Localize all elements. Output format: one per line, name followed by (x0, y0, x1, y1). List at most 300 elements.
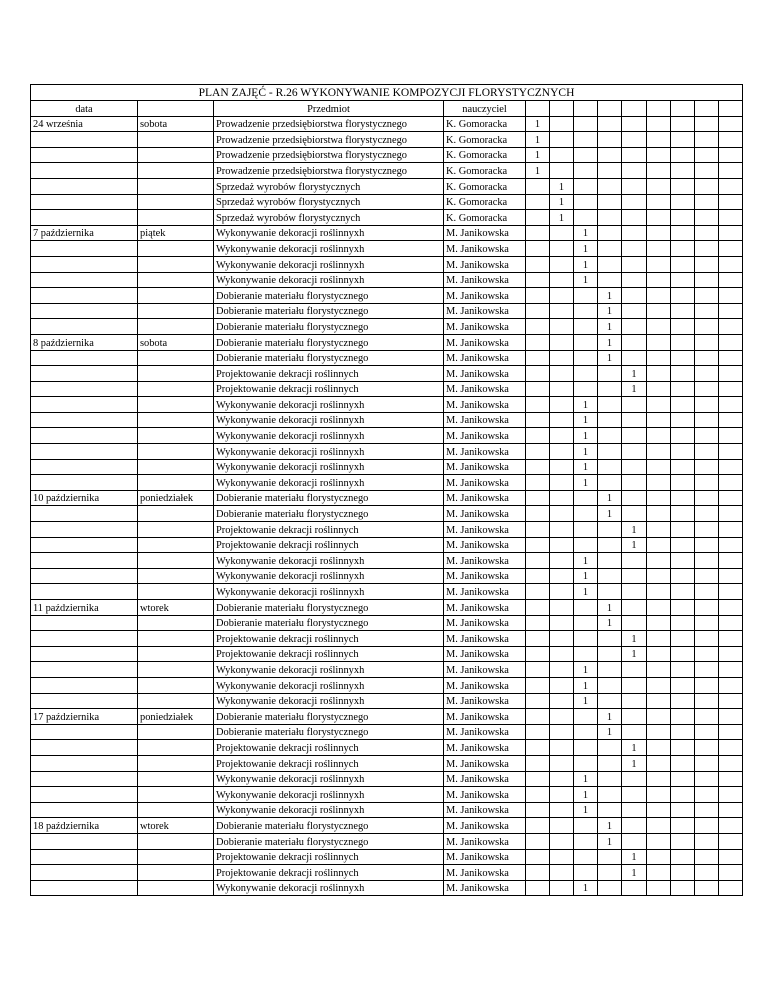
subject-cell: Projektowanie dekracji roślinnych (214, 865, 444, 881)
hours-cell (622, 178, 647, 194)
hours-cell (647, 288, 671, 304)
subject-cell: Prowadzenie przedsiębiorstwa florystycznego (214, 163, 444, 179)
hours-cell (550, 459, 574, 475)
hours-cell (622, 475, 647, 491)
hours-cell (647, 568, 671, 584)
hours-cell (719, 397, 743, 413)
hours-cell (671, 350, 695, 366)
table-row (31, 740, 743, 756)
hours-cell (598, 194, 622, 210)
hours-cell (647, 444, 671, 460)
hours-cell: 1 (550, 178, 574, 194)
teacher-cell: M. Janikowska (444, 755, 526, 771)
subject-cell: Projektowanie dekracji roślinnych (214, 646, 444, 662)
hours-cell (671, 600, 695, 616)
hours-cell (574, 724, 598, 740)
hours-cell (622, 444, 647, 460)
hours-cell (598, 256, 622, 272)
hours-cell (647, 490, 671, 506)
hours-cell (647, 163, 671, 179)
hours-cell (574, 490, 598, 506)
day-cell (138, 272, 214, 288)
hours-cell: 1 (598, 334, 622, 350)
hours-cell (598, 787, 622, 803)
day-cell: poniedziałek (138, 490, 214, 506)
table-row (31, 709, 743, 725)
hours-cell (647, 225, 671, 241)
day-cell: poniedziałek (138, 709, 214, 725)
table-row (31, 490, 743, 506)
hours-cell (719, 225, 743, 241)
subject-cell: Wykonywanie dekoracji roślinnyxh (214, 256, 444, 272)
hours-cell (671, 366, 695, 382)
hours-cell (526, 865, 550, 881)
hours-cell (719, 677, 743, 693)
table-row (31, 880, 743, 896)
teacher-cell: M. Janikowska (444, 428, 526, 444)
teacher-cell: M. Janikowska (444, 615, 526, 631)
table-row (31, 677, 743, 693)
teacher-cell: M. Janikowska (444, 256, 526, 272)
hours-cell (574, 631, 598, 647)
hours-cell (719, 303, 743, 319)
date-cell: 10 października (31, 490, 138, 506)
hours-cell (671, 880, 695, 896)
hours-cell (526, 475, 550, 491)
table-row (31, 412, 743, 428)
hours-cell (526, 288, 550, 304)
hours-cell (719, 693, 743, 709)
hours-cell (574, 194, 598, 210)
hours-cell (671, 288, 695, 304)
hours-cell (695, 350, 719, 366)
date-cell (31, 724, 138, 740)
hours-cell (550, 724, 574, 740)
table-row (31, 537, 743, 553)
subject-cell: Wykonywanie dekoracji roślinnyxh (214, 568, 444, 584)
hours-cell (526, 662, 550, 678)
hours-cell (695, 319, 719, 335)
hours-cell (695, 475, 719, 491)
hours-cell (671, 537, 695, 553)
hours-cell (598, 147, 622, 163)
hours-cell (550, 303, 574, 319)
subject-cell: Prowadzenie przedsiębiorstwa florystycznego (214, 147, 444, 163)
teacher-cell: M. Janikowska (444, 225, 526, 241)
hours-cell: 1 (622, 865, 647, 881)
day-cell (138, 428, 214, 444)
hours-cell (647, 787, 671, 803)
day-cell (138, 366, 214, 382)
hours-cell (526, 428, 550, 444)
hours-cell (671, 303, 695, 319)
date-cell (31, 506, 138, 522)
day-cell (138, 537, 214, 553)
hours-cell (671, 147, 695, 163)
date-cell (31, 880, 138, 896)
subject-cell: Wykonywanie dekoracji roślinnyxh (214, 787, 444, 803)
hours-cell (550, 646, 574, 662)
hours-cell (671, 553, 695, 569)
day-cell (138, 303, 214, 319)
hours-cell (695, 303, 719, 319)
hours-cell (647, 522, 671, 538)
hours-cell: 1 (574, 553, 598, 569)
hours-cell (622, 256, 647, 272)
hours-cell (647, 178, 671, 194)
hours-cell: 1 (598, 303, 622, 319)
hours-cell (719, 381, 743, 397)
subject-cell: Wykonywanie dekoracji roślinnyxh (214, 241, 444, 257)
hours-cell (647, 506, 671, 522)
hours-cell (719, 755, 743, 771)
hours-cell (622, 210, 647, 226)
hours-cell (719, 740, 743, 756)
day-cell (138, 194, 214, 210)
teacher-cell: M. Janikowska (444, 553, 526, 569)
hours-cell (719, 475, 743, 491)
date-cell (31, 210, 138, 226)
hours-cell (671, 755, 695, 771)
hours-cell (695, 444, 719, 460)
schedule-table (30, 84, 743, 896)
hours-cell (695, 210, 719, 226)
teacher-cell: M. Janikowska (444, 334, 526, 350)
day-cell (138, 849, 214, 865)
hours-cell (550, 818, 574, 834)
hours-cell (695, 288, 719, 304)
hours-cell: 1 (574, 802, 598, 818)
hours-cell: 1 (550, 194, 574, 210)
table-row (31, 615, 743, 631)
teacher-cell: K. Gomoracka (444, 147, 526, 163)
day-cell (138, 506, 214, 522)
subject-cell: Projektowanie dekracji roślinnych (214, 631, 444, 647)
hours-cell (598, 163, 622, 179)
table-row (31, 833, 743, 849)
hours-cell (671, 132, 695, 148)
date-cell (31, 303, 138, 319)
hours-cell: 1 (598, 833, 622, 849)
table-row (31, 350, 743, 366)
table-row (31, 132, 743, 148)
day-cell: wtorek (138, 818, 214, 834)
hours-cell (671, 849, 695, 865)
hours-cell (695, 553, 719, 569)
hours-cell (574, 147, 598, 163)
hours-cell (647, 210, 671, 226)
hours-cell (695, 366, 719, 382)
day-cell: piątek (138, 225, 214, 241)
subject-cell: Wykonywanie dekoracji roślinnyxh (214, 771, 444, 787)
day-cell (138, 147, 214, 163)
hours-cell (719, 178, 743, 194)
hours-cell (647, 693, 671, 709)
day-cell (138, 522, 214, 538)
teacher-cell: M. Janikowska (444, 319, 526, 335)
hours-cell (526, 724, 550, 740)
hours-cell (550, 241, 574, 257)
hours-cell (647, 755, 671, 771)
hours-cell (526, 272, 550, 288)
subject-cell: Projektowanie dekracji roślinnych (214, 740, 444, 756)
subject-cell: Dobieranie materiału florystycznego (214, 303, 444, 319)
page-title: PLAN ZAJĘĆ - R.26 WYKONYWANIE KOMPOZYCJI FLORYSTYCZNYCH (31, 85, 743, 101)
hours-cell (647, 724, 671, 740)
hours-cell (550, 740, 574, 756)
teacher-cell: K. Gomoracka (444, 116, 526, 132)
table-row (31, 163, 743, 179)
date-cell (31, 428, 138, 444)
hours-cell (695, 537, 719, 553)
header-blank (719, 101, 743, 117)
hours-cell (574, 833, 598, 849)
hours-cell (622, 802, 647, 818)
hours-cell (719, 506, 743, 522)
hours-cell (526, 459, 550, 475)
hours-cell: 1 (574, 397, 598, 413)
hours-cell (622, 116, 647, 132)
header-blank (598, 101, 622, 117)
teacher-cell: M. Janikowska (444, 475, 526, 491)
hours-cell (598, 366, 622, 382)
teacher-cell: M. Janikowska (444, 631, 526, 647)
hours-cell (574, 132, 598, 148)
hours-cell (574, 522, 598, 538)
hours-cell (574, 537, 598, 553)
subject-cell: Dobieranie materiału florystycznego (214, 506, 444, 522)
table-row (31, 397, 743, 413)
hours-cell (671, 225, 695, 241)
date-cell: 11 października (31, 600, 138, 616)
hours-cell (695, 116, 719, 132)
hours-cell (695, 194, 719, 210)
hours-cell (598, 444, 622, 460)
hours-cell (647, 132, 671, 148)
day-cell (138, 397, 214, 413)
hours-cell (719, 537, 743, 553)
hours-cell (550, 288, 574, 304)
hours-cell (695, 802, 719, 818)
date-cell (31, 522, 138, 538)
hours-cell (671, 178, 695, 194)
hours-cell (695, 880, 719, 896)
date-cell (31, 241, 138, 257)
hours-cell (598, 802, 622, 818)
subject-cell: Projektowanie dekracji roślinnych (214, 537, 444, 553)
hours-cell (719, 568, 743, 584)
teacher-cell: M. Janikowska (444, 272, 526, 288)
hours-cell (719, 350, 743, 366)
subject-cell: Wykonywanie dekoracji roślinnyxh (214, 662, 444, 678)
header-blank (574, 101, 598, 117)
hours-cell (671, 319, 695, 335)
date-cell (31, 475, 138, 491)
hours-cell (647, 802, 671, 818)
hours-cell: 1 (574, 241, 598, 257)
hours-cell: 1 (598, 506, 622, 522)
hours-cell: 1 (526, 116, 550, 132)
hours-cell (719, 241, 743, 257)
table-row (31, 241, 743, 257)
hours-cell: 1 (574, 771, 598, 787)
hours-cell (622, 334, 647, 350)
table-row (31, 568, 743, 584)
hours-cell (671, 568, 695, 584)
hours-cell (671, 833, 695, 849)
hours-cell (598, 241, 622, 257)
date-cell (31, 677, 138, 693)
header-blank (526, 101, 550, 117)
hours-cell (550, 428, 574, 444)
hours-cell (550, 802, 574, 818)
hours-cell (526, 537, 550, 553)
hours-cell (695, 522, 719, 538)
hours-cell (550, 880, 574, 896)
subject-cell: Wykonywanie dekoracji roślinnyxh (214, 880, 444, 896)
hours-cell (647, 194, 671, 210)
hours-cell (550, 833, 574, 849)
hours-cell (647, 709, 671, 725)
hours-cell (622, 397, 647, 413)
subject-cell: Wykonywanie dekoracji roślinnyxh (214, 428, 444, 444)
hours-cell (574, 740, 598, 756)
hours-cell (695, 677, 719, 693)
day-cell (138, 163, 214, 179)
hours-cell (719, 334, 743, 350)
date-cell (31, 194, 138, 210)
date-cell (31, 366, 138, 382)
table-row (31, 194, 743, 210)
hours-cell (719, 880, 743, 896)
hours-cell (719, 256, 743, 272)
hours-cell (550, 132, 574, 148)
day-cell (138, 584, 214, 600)
table-row (31, 693, 743, 709)
subject-cell: Wykonywanie dekoracji roślinnyxh (214, 553, 444, 569)
subject-cell: Dobieranie materiału florystycznego (214, 490, 444, 506)
hours-cell (526, 366, 550, 382)
day-cell (138, 662, 214, 678)
hours-cell (622, 568, 647, 584)
subject-cell: Dobieranie materiału florystycznego (214, 350, 444, 366)
hours-cell (526, 755, 550, 771)
hours-cell (671, 677, 695, 693)
hours-cell (647, 412, 671, 428)
date-cell (31, 787, 138, 803)
hours-cell (550, 677, 574, 693)
table-row (31, 724, 743, 740)
hours-cell (598, 553, 622, 569)
hours-cell (526, 600, 550, 616)
teacher-cell: M. Janikowska (444, 537, 526, 553)
table-row (31, 319, 743, 335)
hours-cell (695, 865, 719, 881)
hours-cell (526, 787, 550, 803)
day-cell (138, 132, 214, 148)
hours-cell (526, 412, 550, 428)
hours-cell: 1 (622, 537, 647, 553)
hours-cell (671, 787, 695, 803)
hours-cell (719, 412, 743, 428)
teacher-cell: M. Janikowska (444, 787, 526, 803)
table-row (31, 755, 743, 771)
teacher-cell: M. Janikowska (444, 802, 526, 818)
subject-cell: Projektowanie dekracji roślinnych (214, 381, 444, 397)
table-row (31, 303, 743, 319)
teacher-cell: M. Janikowska (444, 366, 526, 382)
hours-cell: 1 (574, 662, 598, 678)
hours-cell (695, 225, 719, 241)
day-cell (138, 412, 214, 428)
table-row (31, 288, 743, 304)
date-cell (31, 256, 138, 272)
hours-cell (598, 537, 622, 553)
hours-cell (647, 116, 671, 132)
header-row (31, 101, 743, 117)
date-cell: 17 października (31, 709, 138, 725)
hours-cell (647, 584, 671, 600)
hours-cell (671, 381, 695, 397)
hours-cell (622, 319, 647, 335)
hours-cell (526, 210, 550, 226)
subject-cell: Wykonywanie dekoracji roślinnyxh (214, 225, 444, 241)
hours-cell: 1 (598, 600, 622, 616)
hours-cell (526, 584, 550, 600)
date-cell: 24 września (31, 116, 138, 132)
subject-cell: Wykonywanie dekoracji roślinnyxh (214, 677, 444, 693)
teacher-cell: M. Janikowska (444, 397, 526, 413)
hours-cell (574, 178, 598, 194)
date-cell (31, 865, 138, 881)
date-cell (31, 802, 138, 818)
hours-cell (647, 740, 671, 756)
teacher-cell: K. Gomoracka (444, 178, 526, 194)
table-row (31, 210, 743, 226)
date-cell (31, 319, 138, 335)
hours-cell (719, 490, 743, 506)
day-cell (138, 256, 214, 272)
hours-cell (719, 116, 743, 132)
table-row (31, 646, 743, 662)
subject-cell: Wykonywanie dekoracji roślinnyxh (214, 584, 444, 600)
hours-cell (550, 553, 574, 569)
hours-cell (671, 724, 695, 740)
hours-cell (550, 849, 574, 865)
hours-cell: 1 (622, 646, 647, 662)
hours-cell (671, 397, 695, 413)
hours-cell (550, 522, 574, 538)
hours-cell (526, 740, 550, 756)
table-row (31, 787, 743, 803)
hours-cell (695, 787, 719, 803)
hours-cell (695, 631, 719, 647)
hours-cell (598, 693, 622, 709)
hours-cell (719, 662, 743, 678)
hours-cell (574, 334, 598, 350)
title-row (31, 85, 743, 101)
hours-cell (671, 444, 695, 460)
day-cell (138, 787, 214, 803)
hours-cell (719, 210, 743, 226)
hours-cell: 1 (598, 350, 622, 366)
table-row (31, 771, 743, 787)
hours-cell: 1 (574, 880, 598, 896)
hours-cell (671, 272, 695, 288)
table-row (31, 459, 743, 475)
hours-cell (671, 428, 695, 444)
teacher-cell: K. Gomoracka (444, 132, 526, 148)
